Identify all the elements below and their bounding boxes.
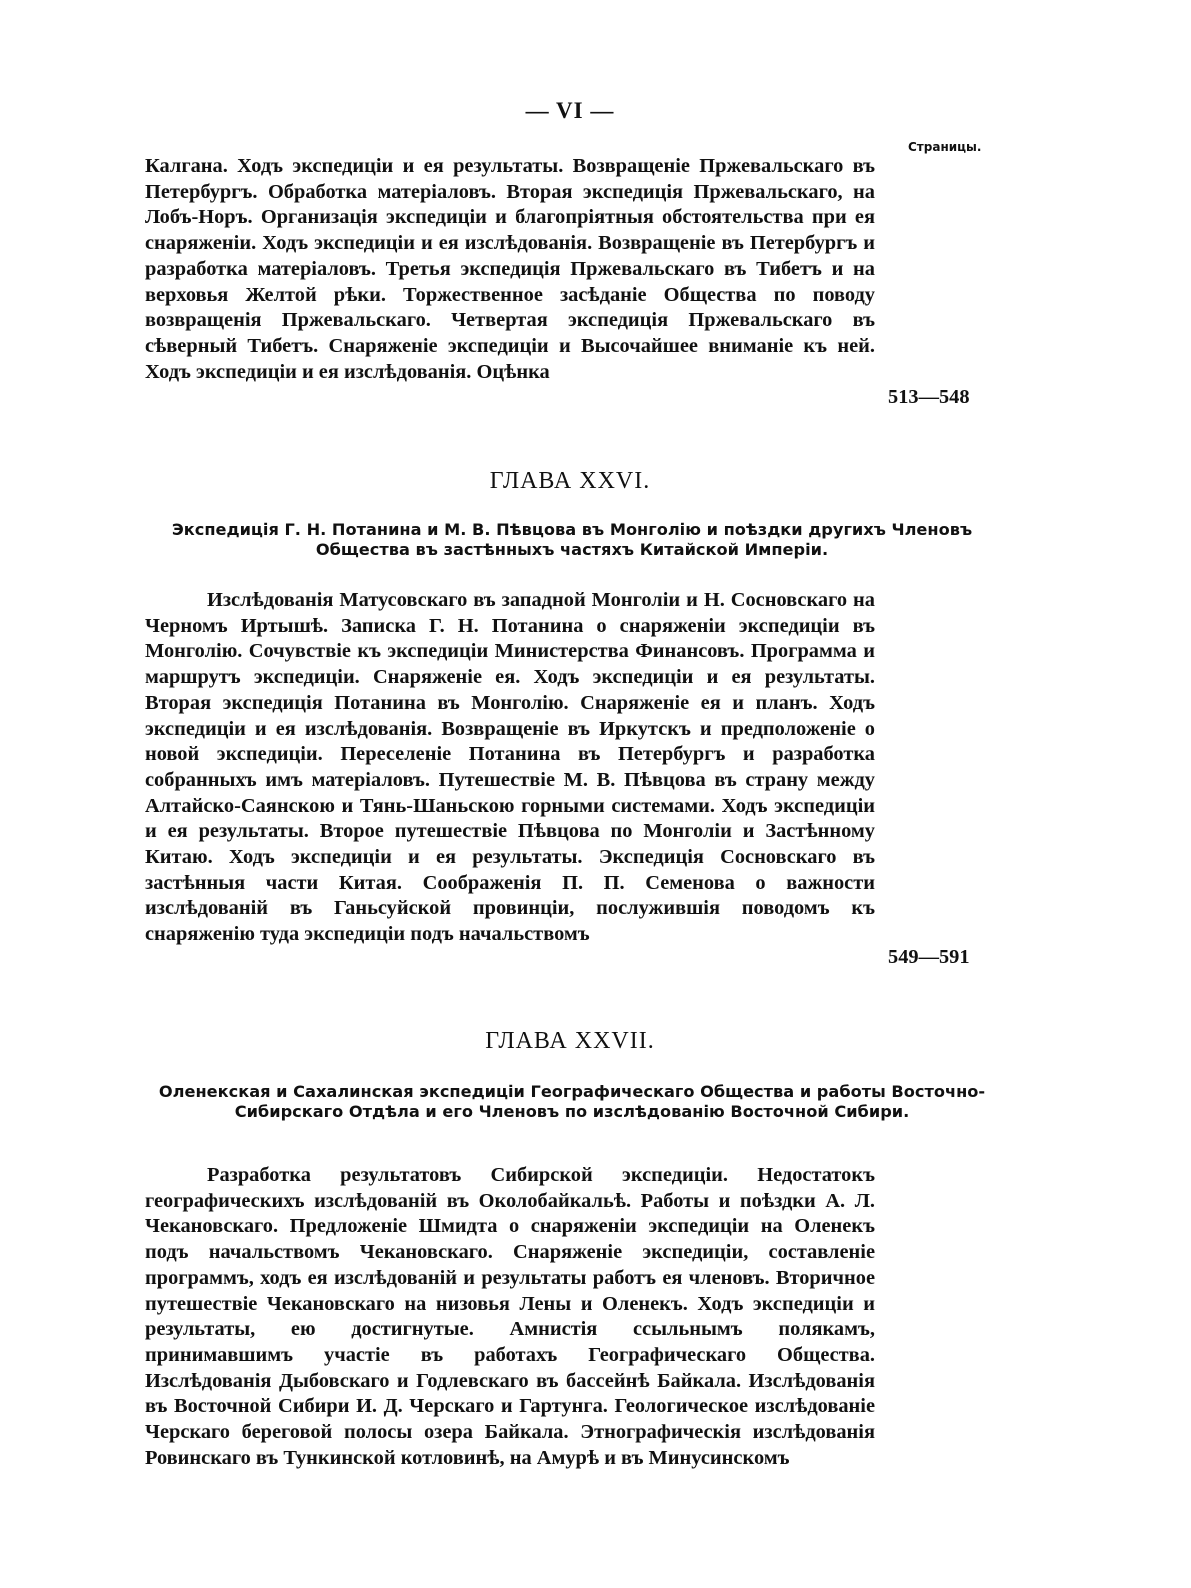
chapter-heading: ГЛАВА XXVI. bbox=[489, 468, 651, 494]
page-range: 549—591 bbox=[888, 946, 970, 968]
chapter-summary-text: Изслѣдованія Матусовскаго въ западной Монголіи и Н. Сосновскаго на Черномъ Иртышѣ. Записка Г. Н. Потанина о снаряженіи экспедиціи въ Монголію. Сочувствіе къ экспедиціи Министерства Финансовъ. Программа и маршрутъ экспедиціи. Снаряженіе ея. Ходъ экспедиціи и ея результаты. Вторая экспедиція Потанина въ Монголію. Снаряженіе ея и планъ. Ходъ экспедиціи и ея изслѣдованія. Возвращеніе въ Иркутскъ и предположеніе о новой экспедиціи. Переселеніе Потанина въ Петербургъ и разработка собранныхъ имъ матеріаловъ. Путешествіе М. В. Пѣвцова въ страну между Алтайско-Саянскою и Тянь-Шаньскою горными системами. Ходъ экспедиціи и ея результаты. Второе путешествіе Пѣвцова по Монголіи и Застѣнному Китаю. Ходъ экспедиціи и ея результаты. Экспедиція Сосновскаго въ застѣнныя части Китая. Соображенія П. П. Семенова о важности изслѣдованій въ Ганьсуйской провинціи, послужившія поводомъ къ снаряженію туда экспедиціи подъ начальствомъ bbox=[145, 589, 875, 946]
page-range: 513—548 bbox=[888, 386, 970, 408]
chapter-subtitle: Оленекская и Сахалинская экспедиціи Географическаго Общества и работы Восточно-Сибирскаго Отдѣла и его Членовъ по изслѣдованію Восточной Сибири. bbox=[158, 1082, 986, 1121]
chapter-subtitle: Экспедиція Г. Н. Потанина и М. В. Пѣвцова въ Монголію и поѣздки другихъ Членовъ Общества въ застѣнныхъ частяхъ Китайской Имперіи. bbox=[171, 520, 973, 559]
chapter-heading: ГЛАВА XXVII. bbox=[485, 1028, 655, 1054]
section-text-continuation: Калгана. Ходъ экспедиціи и ея результаты. Возвращеніе Пржевальскаго въ Петербургъ. Обработка матеріаловъ. Вторая экспедиція Пржевальскаго, на Лобъ-Норъ. Организація экспедиціи и благопріятныя обстоятельства при ея снаряженіи. Ходъ экспедиціи и ея изслѣдованія. Возвращеніе въ Петербургъ и разработка матеріаловъ. Третья экспедиція Пржевальскаго въ Тибетъ и на верховья Желтой рѣки. Торжественное засѣданіе Общества по поводу возвращенія Пржевальскаго. Четвертая экспедиція Пржевальскаго въ сѣверный Тибетъ. Снаряженіе экспедиціи и Высочайшее вниманіе къ ней. Ходъ экспедиціи и ея изслѣдованія. Оцѣнка bbox=[145, 155, 875, 383]
chapter-summary-text: Разработка результатовъ Сибирской экспедиціи. Недостатокъ географическихъ изслѣдованій въ Околобайкальѣ. Работы и поѣздки А. Л. Чекановскаго. Предложеніе Шмидта о снаряженіи экспедиціи на Оленекъ подъ начальствомъ Чекановскаго. Снаряженіе экспедиціи, составленіе программъ, ходъ ея изслѣдованій и результаты работъ ея членовъ. Вторичное путешествіе Чекановскаго на низовья Лены и Оленекъ. Ходъ экспедиціи и результаты, ею достигнутые. Амнистія ссыльнымъ полякамъ, принимавшимъ участіе въ работахъ Географическаго Общества. Изслѣдованія Дыбовскаго и Годлевскаго въ бассейнѣ Байкала. Изслѣдованія въ Восточной Сибири И. Д. Черскаго и Гартунга. Геологическое изслѣдованіе Черскаго береговой полосы озера Байкала. Этнографическія изслѣдованія Ровинскаго въ Тункинской котловинѣ, на Амурѣ и въ Минусинскомъ bbox=[145, 1164, 875, 1469]
page-number: — VI — bbox=[525, 98, 615, 123]
pages-column-label: Страницы. bbox=[908, 140, 982, 154]
